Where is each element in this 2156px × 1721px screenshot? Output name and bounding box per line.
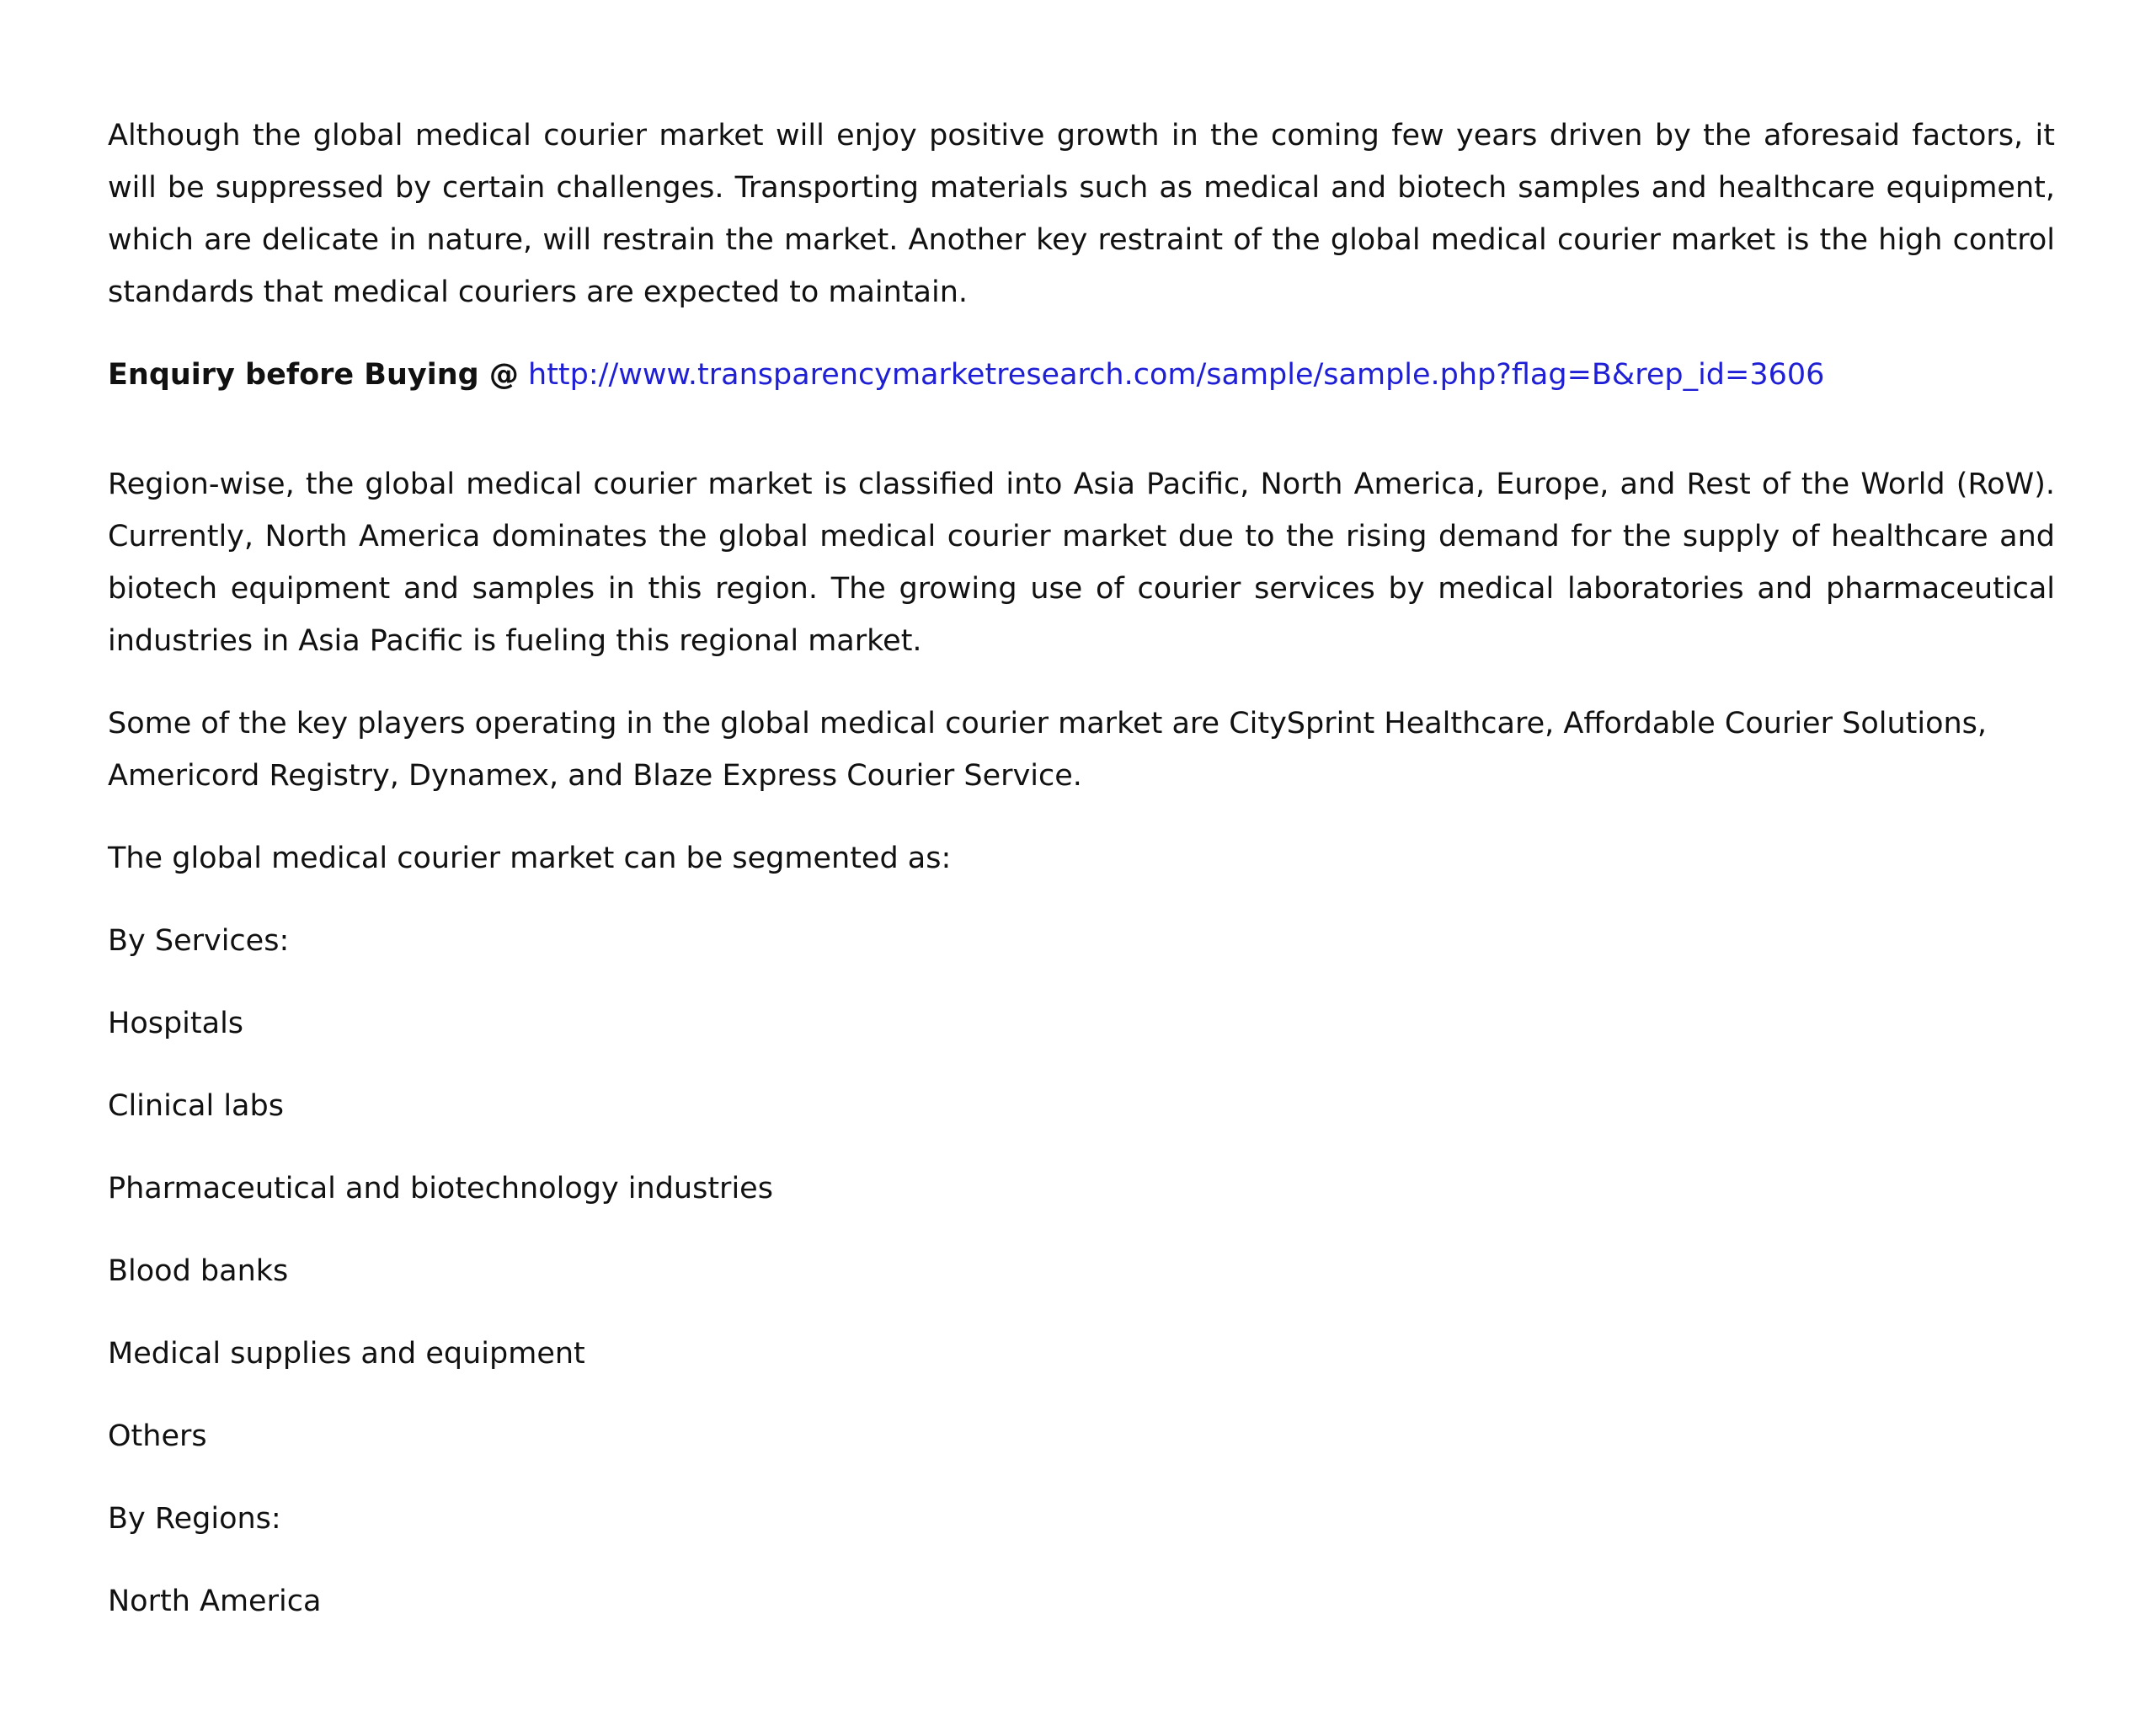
- enquiry-link[interactable]: http://www.transparencymarketresearch.com/sample/sample.php?flag=B&rep_id=3606: [528, 358, 1825, 392]
- service-item-clinical-labs: Clinical labs: [108, 1089, 284, 1123]
- enquiry-label: Enquiry before Buying @: [108, 358, 519, 392]
- service-item-medical-supplies: Medical supplies and equipment: [108, 1337, 585, 1371]
- paragraph-key-players: Some of the key players operating in the global medical courier market are CitySprint Healthcare, Affordable Courier Solutions, Americord Registry, Dynamex, and Blaze Express Courier Service.: [108, 707, 1988, 793]
- enquiry-line: [108, 349, 2055, 401]
- region-item-north-america: North America: [108, 1585, 322, 1618]
- paragraph-challenges: Although the global medical courier market will enjoy positive growth in the coming few years driven by the aforesaid factors, it will be suppressed by certain challenges. Transporting materials such as medical and biotech samples and healthcare equipment, which are delicate in nature, will restrain the market. Another key restraint of the global medical courier market is the high control standards that medical couriers are expected to maintain.: [108, 119, 2055, 309]
- service-item-hospitals: Hospitals: [108, 1007, 244, 1040]
- services-heading: By Services:: [108, 924, 290, 958]
- service-item-pharma-biotech: Pharmaceutical and biotechnology industries: [108, 1172, 773, 1205]
- service-item-blood-banks: Blood banks: [108, 1254, 289, 1288]
- document-page: [108, 110, 2055, 1627]
- paragraph-segmentation-intro: The global medical courier market can be segmented as:: [108, 842, 952, 875]
- paragraph-regions: Region-wise, the global medical courier market is classified into Asia Pacific, North America, Europe, and Rest of the World (RoW). Currently, North America dominates the global medical courier market due to the rising demand for the supply of healthcare and biotech equipment and samples in this region. The growing use of courier services by medical laboratories and pharmaceutical industries in Asia Pacific is fueling this regional market.: [108, 468, 2055, 658]
- service-item-others: Others: [108, 1419, 207, 1453]
- regions-heading: By Regions:: [108, 1502, 281, 1536]
